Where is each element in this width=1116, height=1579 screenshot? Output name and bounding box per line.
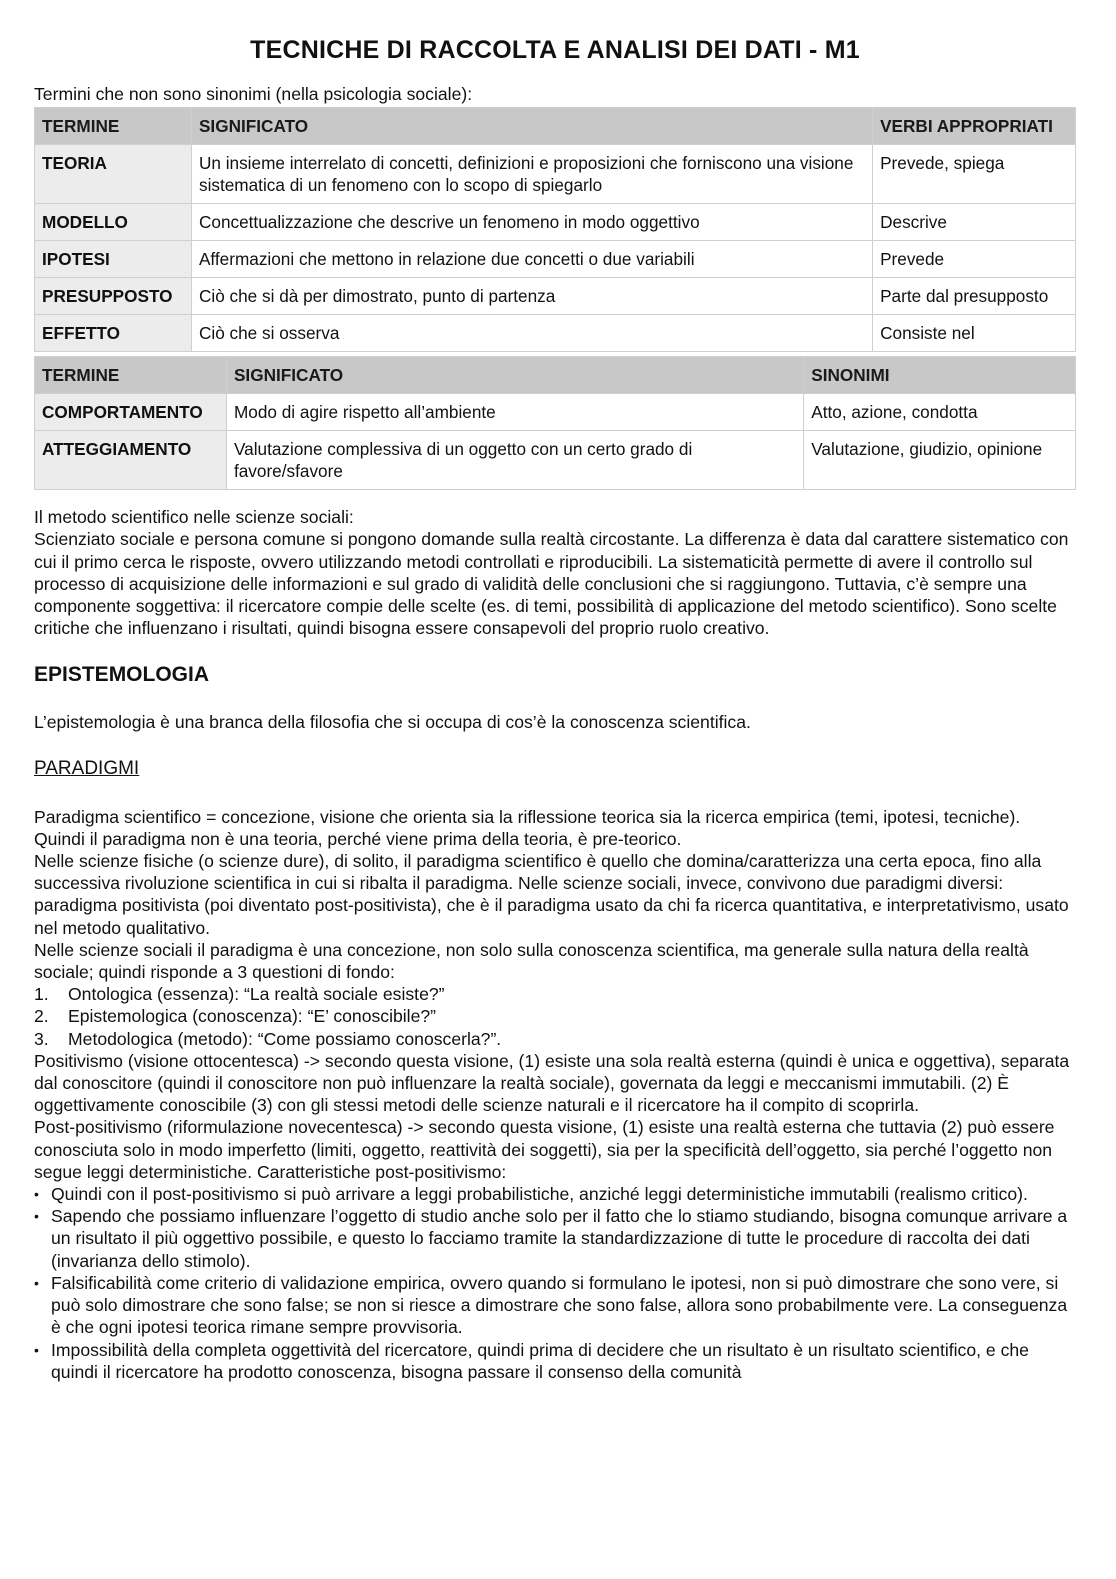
section-heading-epistemology: EPISTEMOLOGIA <box>34 663 210 687</box>
list-number: 1. <box>34 984 49 1005</box>
column-header: TERMINE <box>35 108 192 145</box>
bullet-icon: • <box>34 1208 39 1225</box>
column-header: SINONIMI <box>804 357 1076 394</box>
meaning-cell: Concettualizzazione che descrive un fenomeno in modo oggettivo <box>191 204 872 241</box>
list-item <box>34 1028 1076 1050</box>
paragraph: Post-positivismo (riformulazione novecentesca) -> secondo questa visione, (1) esiste una realtà esterna che tuttavia (2) può essere conosciuta solo in modo imperfetto (limiti, oggetto, reattività dei soggetti), sia per la specificità dell’oggetto, sia perché l’oggetto non segue leggi deterministiche. Caratteristiche post-positivismo: <box>34 1117 1055 1182</box>
meaning-cell: Valutazione complessiva di un oggetto con un certo grado di favore/sfavore <box>226 431 803 490</box>
list-item-text: Metodologica (metodo): “Come possiamo conoscerla?”. <box>68 1028 502 1049</box>
list-item-text: Epistemologica (conoscenza): “E’ conoscibile?” <box>68 1006 437 1027</box>
list-item-text: Ontologica (essenza): “La realtà sociale esiste?” <box>68 984 445 1005</box>
synonyms-cell: Valutazione, giudizio, opinione <box>804 431 1076 490</box>
paragraph: Quindi il paradigma non è una teoria, perché viene prima della teoria, è pre-teorico. <box>34 828 682 849</box>
term-cell: ATTEGGIAMENTO <box>35 431 227 490</box>
intro-text: Termini che non sono sinonimi (nella psicologia sociale): <box>34 84 473 104</box>
method-paragraph: Scienziato sociale e persona comune si pongono domande sulla realtà circostante. La differenza è data dal carattere sistematico con cui il primo cerca le risposte, ovvero utilizzando metodi controllati e riproducibili. La sistematicità permette di avere il controllo sul processo di acquisizione delle informazioni e sul grado di validità delle conclusioni che si raggiungono. Tuttavia, c’è sempre una componente soggettiva: il ricercatore compie delle scelte (es. di temi, possibilità di applicazione del metodo scientifico). Sono scelte critiche che influenzano i risultati, quindi bisogna essere consapevoli del proprio ruolo creativo. <box>34 529 1069 639</box>
paragraph: Nelle scienze sociali il paradigma è una concezione, non solo sulla conoscenza scientifica, ma generale sulla natura della realtà sociale; quindi risponde a 3 questioni di fondo: <box>34 939 1029 983</box>
table-header-row <box>35 108 1076 145</box>
term-cell: COMPORTAMENTO <box>35 394 227 431</box>
column-header: TERMINE <box>35 357 227 394</box>
column-header: SIGNIFICATO <box>191 108 872 145</box>
term-cell: TEORIA <box>35 145 192 204</box>
list-number: 2. <box>34 1006 49 1027</box>
meaning-cell: Ciò che si osserva <box>191 315 872 352</box>
verbs-cell: Descrive <box>873 204 1076 241</box>
term-cell: EFFETTO <box>35 315 192 352</box>
synonyms-table <box>34 356 1076 490</box>
verbs-cell: Consiste nel <box>873 315 1076 352</box>
document-page <box>34 36 1076 1383</box>
column-header: VERBI APPROPRIATI <box>873 108 1076 145</box>
list-item-text: Impossibilità della completa oggettività del ricercatore, quindi prima di decidere che un risultato è un risultato scientifico, e che quindi il ricercatore ha prodotto conoscenza, bisogna passare il consenso della comunità <box>51 1339 1029 1382</box>
paragraph: Paradigma scientifico = concezione, visione che orienta sia la riflessione teorica sia la ricerca empirica (temi, ipotesi, tecniche). <box>34 806 1021 827</box>
meaning-cell: Affermazioni che mettono in relazione due concetti o due variabili <box>191 241 872 278</box>
table-row <box>35 394 1076 431</box>
table-row <box>35 145 1076 204</box>
table-row <box>35 241 1076 278</box>
paragraph: Positivismo (visione ottocentesca) -> secondo questa visione, (1) esiste una sola realtà esterna (quindi è unica e oggettiva), separata dal conoscitore (quindi il conoscitore non può influenzare la realtà sociale), governata da leggi e meccanismi immutabili. (2) È oggettivamente conoscibile (3) con gli stessi metodi delle scienze naturali e il ricercatore ha il compito di scoprirla. <box>34 1050 1070 1116</box>
list-item <box>34 1183 1076 1205</box>
list-item <box>34 1205 1076 1272</box>
meaning-cell: Ciò che si dà per dimostrato, punto di partenza <box>191 278 872 315</box>
characteristics-list <box>34 1183 1076 1383</box>
verbs-cell: Prevede <box>873 241 1076 278</box>
epistemology-paragraph: L’epistemologia è una branca della filosofia che si occupa di cos’è la conoscenza scientifica. <box>34 712 751 733</box>
column-header: SIGNIFICATO <box>226 357 803 394</box>
bullet-icon: • <box>34 1186 39 1203</box>
list-item <box>34 1005 1076 1027</box>
table-row <box>35 431 1076 490</box>
method-heading: Il metodo scientifico nelle scienze sociali: <box>34 507 354 528</box>
table-row <box>35 315 1076 352</box>
synonyms-cell: Atto, azione, condotta <box>804 394 1076 431</box>
bullet-icon: • <box>34 1341 39 1358</box>
list-item <box>34 983 1076 1005</box>
page-title: TECNICHE DI RACCOLTA E ANALISI DEI DATI - M1 <box>250 36 860 64</box>
terms-table <box>34 107 1076 352</box>
questions-list <box>34 983 1076 1050</box>
list-item-text: Falsificabilità come criterio di validazione empirica, ovvero quando si formulano le ipotesi, non si può dimostrare che sono vere, si può solo dimostrare che sono false; se non si riesce a dimostrare che sono false, allora sono probabilmente vere. La conseguenza è che ogni ipotesi teorica rimane sempre provvisoria. <box>51 1272 1068 1338</box>
verbs-cell: Parte dal presupposto <box>873 278 1076 315</box>
list-item <box>34 1339 1076 1383</box>
bullet-icon: • <box>34 1274 39 1291</box>
meaning-cell: Un insieme interrelato di concetti, definizioni e proposizioni che forniscono una visione sistematica di un fenomeno con lo scopo di spiegarlo <box>191 145 872 204</box>
list-item-text: Quindi con il post-positivismo si può arrivare a leggi probabilistiche, anziché leggi deterministiche immutabili (realismo critico). <box>51 1184 1028 1205</box>
list-item-text: Sapendo che possiamo influenzare l’oggetto di studio anche solo per il fatto che lo stiamo studiando, bisogna comunque arrivare a un risultato il più oggettivo possibile, e questo lo facciamo tramite la standardizzazione di tutte le procedure di raccolta dei dati (invarianza dello stimolo). <box>51 1206 1068 1271</box>
verbs-cell: Prevede, spiega <box>873 145 1076 204</box>
table-header-row <box>35 357 1076 394</box>
term-cell: MODELLO <box>35 204 192 241</box>
paragraph: Nelle scienze fisiche (o scienze dure), di solito, il paradigma scientifico è quello che domina/caratterizza una certa epoca, fino alla successiva rivoluzione scientifica in cui si ribalta il paradigma. Nelle scienze sociali, invece, convivono due paradigmi diversi: paradigma positivista (poi diventato post-positivista), che è il paradigma usato da chi fa ricerca quantitativa, e interpretativismo, usato nel metodo qualitativo. <box>34 851 1069 938</box>
meaning-cell: Modo di agire rispetto all’ambiente <box>226 394 803 431</box>
term-cell: IPOTESI <box>35 241 192 278</box>
subheading-paradigms: PARADIGMI <box>34 757 140 779</box>
table-row <box>35 278 1076 315</box>
term-cell: PRESUPPOSTO <box>35 278 192 315</box>
list-item <box>34 1272 1076 1339</box>
list-number: 3. <box>34 1028 49 1049</box>
table-row <box>35 204 1076 241</box>
